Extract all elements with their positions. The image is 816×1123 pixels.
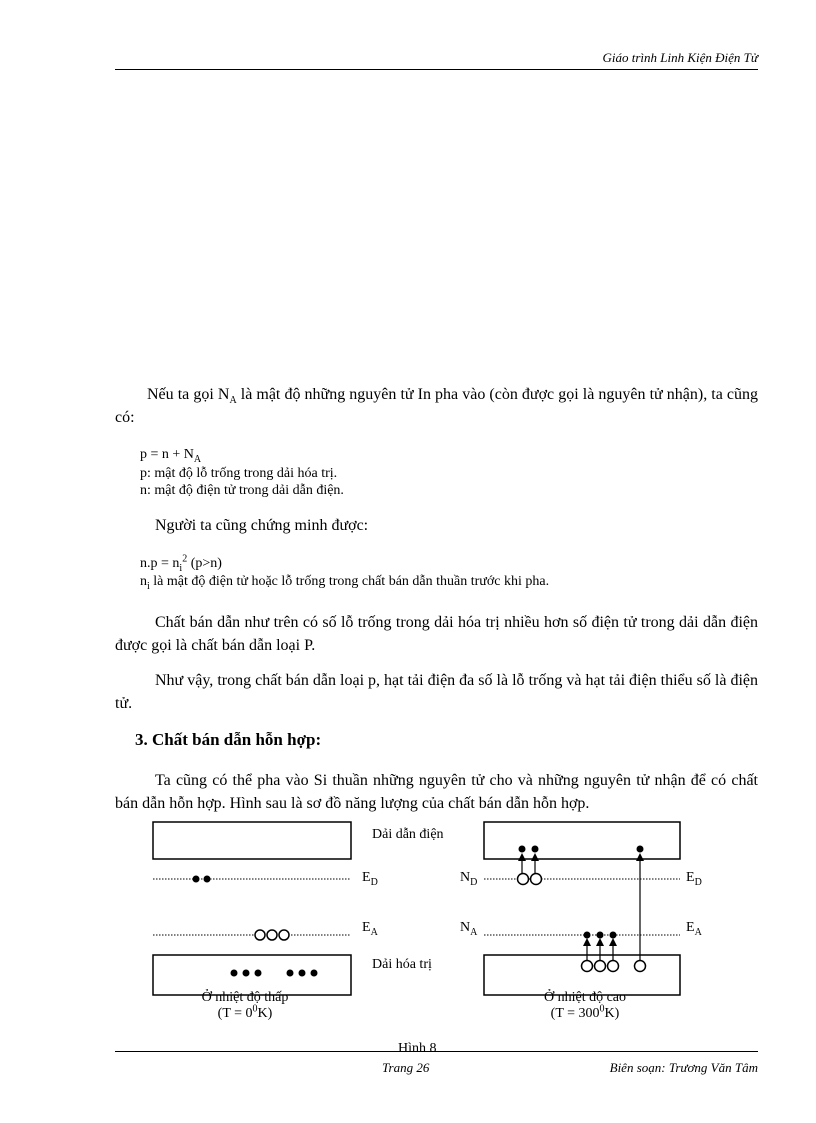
paragraph-proof: Người ta cũng chứng minh được: <box>155 517 369 534</box>
label-conduction-band: Dải dẫn điện <box>372 827 444 842</box>
definition-ni: $n_i$ là mật độ điện tử hoặc lỗ trống trong chất bán dẫn thuần trước khi pha. <box>140 574 550 592</box>
right-conduction-band <box>484 822 680 859</box>
label-ed-left: $E_D$ <box>362 870 378 888</box>
left-donor-electron <box>193 876 200 883</box>
left-donor-electron <box>204 876 211 883</box>
left-valence-electron <box>255 970 262 977</box>
right-acceptor-electron <box>610 932 617 939</box>
right-ionized-donor <box>518 874 529 885</box>
footer-author: Biên soạn: Trương Văn Tâm <box>609 1060 758 1075</box>
label-ea-right: $E_A$ <box>686 920 702 938</box>
left-valence-band <box>153 955 351 995</box>
label-na: $N_A$ <box>460 920 478 938</box>
right-valence-hole <box>595 961 606 972</box>
left-valence-electron <box>299 970 306 977</box>
left-valence-electron <box>243 970 250 977</box>
running-header-title: Giáo trình Linh Kiện Điện Tử <box>602 50 758 65</box>
paragraph-majority-carriers: Như vậy, trong chất bán dẫn loại p, hạt tải điện đa số là lỗ trống và hạt tải điện thiểu số là điện tử. <box>115 672 758 712</box>
caption-low-temp: Ở nhiệt độ thấp $(T = 0^0K)$ <box>201 990 289 1021</box>
right-conduction-electron <box>637 846 644 853</box>
label-ed-right: $E_D$ <box>686 870 702 888</box>
caption-high-temp: Ở nhiệt độ cao $(T = 300^0K)$ <box>543 990 627 1021</box>
section-heading: 3. Chất bán dẫn hỗn hợp: <box>135 730 322 749</box>
paragraph-mixed-semiconductor: Ta cũng có thể pha vào Si thuần những nguyên tử cho và những nguyên tử nhận để có chất bán dẫn hỗn hợp. Hình sau là sơ đồ năng lượng của chất bán dẫn hỗn hợp. <box>115 772 758 812</box>
label-valence-band: Dải hóa trị <box>372 957 432 972</box>
right-valence-hole <box>635 961 646 972</box>
right-valence-hole <box>582 961 593 972</box>
right-ionized-donor <box>531 874 542 885</box>
equation-np-ni2: $n.p = n_i^2$ (p>n) <box>140 553 222 574</box>
left-acceptor-hole <box>279 930 289 940</box>
left-valence-electron <box>287 970 294 977</box>
paragraph-acceptor-density: Nếu ta gọi $N_A$ là mật độ những nguyên tử In pha vào (còn được gọi là nguyên tử nhận), ta cũng có: <box>115 386 758 426</box>
right-conduction-electron <box>519 846 526 853</box>
left-valence-electron <box>231 970 238 977</box>
definition-p: p: mật độ lỗ trống trong dải hóa trị. <box>140 466 338 481</box>
equation-p-n-na: $p = n + N_A$ <box>140 447 202 465</box>
left-acceptor-hole <box>255 930 265 940</box>
paragraph-p-type-definition: Chất bán dẫn như trên có số lỗ trống trong dải hóa trị nhiều hơn số điện tử trong dải dẫn điện được gọi là chất bán dẫn loại P. <box>115 614 758 654</box>
right-valence-hole <box>608 961 619 972</box>
left-valence-electron <box>311 970 318 977</box>
right-valence-band <box>484 955 680 995</box>
right-acceptor-electron <box>584 932 591 939</box>
right-acceptor-electron <box>597 932 604 939</box>
right-conduction-electron <box>532 846 539 853</box>
footer-divider <box>115 1051 758 1052</box>
footer-page-number: Trang 26 <box>382 1060 430 1075</box>
label-nd: $N_D$ <box>460 870 478 888</box>
definition-n: n: mật độ điện tử trong dải dẫn điện. <box>140 483 344 498</box>
figure-number: Hình 8 <box>398 1041 437 1056</box>
left-acceptor-hole <box>267 930 277 940</box>
left-conduction-band <box>153 822 351 859</box>
label-ea-left: $E_A$ <box>362 920 378 938</box>
